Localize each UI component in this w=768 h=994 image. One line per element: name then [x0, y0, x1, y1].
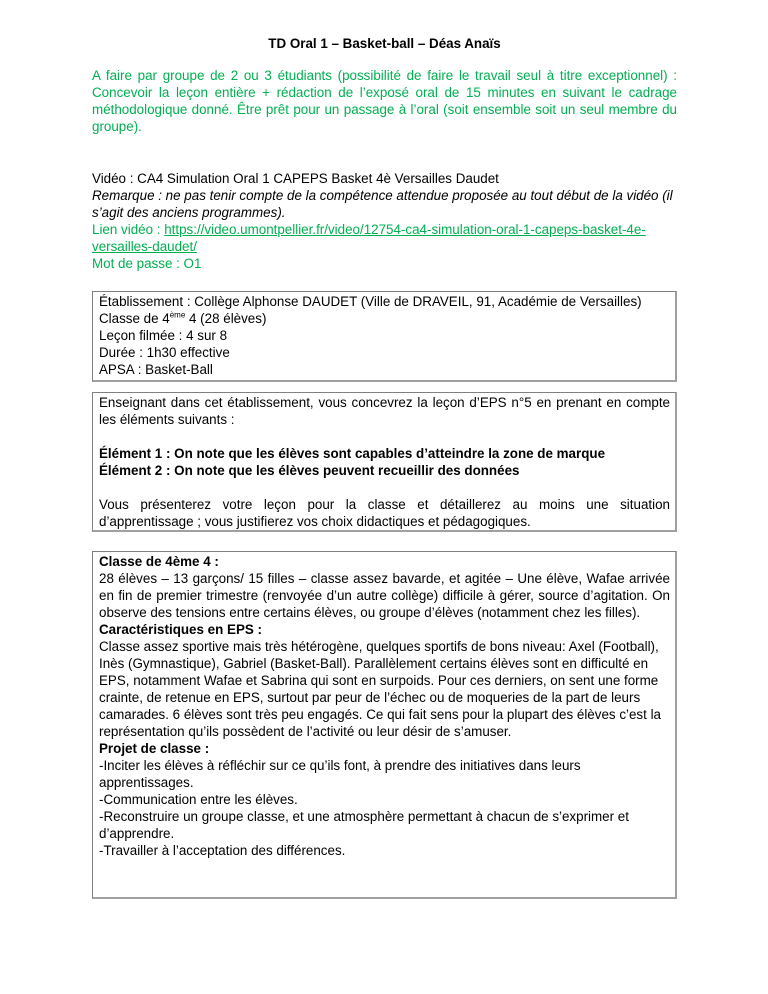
- video-remark: Remarque : ne pas tenir compte de la compétence attendue proposée au tout début de la vidéo (il s’agit des anciens programmes).: [92, 188, 673, 220]
- class-info: [99, 310, 670, 327]
- video-link-line: [92, 221, 677, 255]
- document-title: TD Oral 1 – Basket-ball – Déas Anaïs: [268, 36, 501, 51]
- video-link-label: Lien vidéo :: [92, 222, 165, 237]
- video-password: Mot de passe : O1: [92, 256, 202, 271]
- eps-description: Classe assez sportive mais très hétérogène, quelques sportifs de bons niveau: Axel (Football), Inès (Gymnastique), Gabriel (Basket-Ball). Parallèlement certains élèves sont en difficulté en EPS, notamment Wafae et Sabrina qui sont en surpoids. Pour ces derniers, on sent une forme crainte, de retenue en EPS, surtout par peur de l’échec ou de moqueries de la part de leurs camarades. 6 élèves sont très peu engagés. Ce qui fait sens pour la plupart des élèves c’est la représentation qu’ils possèdent de l’activité ou leur désir de s’amuser.: [99, 639, 661, 739]
- element-2: Élément 2 : On note que les élèves peuvent recueillir des données: [99, 463, 520, 478]
- video-title: Vidéo : CA4 Simulation Oral 1 CAPEPS Basket 4è Versailles Daudet: [92, 171, 499, 186]
- task-instruction: Vous présenterez votre leçon pour la classe et détaillerez au moins une situation d’apprentissage ; vous justifierez vos choix didactiques et pédagogiques.: [99, 497, 670, 529]
- class-info-suffix: 4 (28 élèves): [185, 311, 267, 326]
- lesson-info: Leçon filmée : 4 sur 8: [99, 328, 228, 343]
- class-info-prefix: Classe de 4: [99, 311, 170, 326]
- video-link[interactable]: https://video.umontpellier.fr/video/12754-ca4-simulation-oral-1-capeps-basket-4e-versailles-daudet/: [92, 222, 646, 254]
- task-intro: Enseignant dans cet établissement, vous concevrez la leçon d’EPS n°5 en prenant en compte les éléments suivants :: [99, 395, 670, 427]
- establishment: Établissement : Collège Alphonse DAUDET (Ville de DRAVEIL, 91, Académie de Versailles): [99, 294, 642, 309]
- project-heading: Projet de classe :: [99, 741, 210, 756]
- context-box: [92, 291, 677, 382]
- class-info-sup: ème: [169, 310, 186, 320]
- group-instructions: [92, 67, 677, 135]
- element-1: Élément 1 : On note que les élèves sont capables d’atteindre la zone de marque: [99, 446, 606, 461]
- task-box: [92, 392, 677, 532]
- eps-heading: Caractéristiques en EPS :: [99, 622, 262, 637]
- class-profile-box: [92, 551, 677, 899]
- video-section: [92, 170, 677, 272]
- class-heading: Classe de 4ème 4 :: [99, 554, 219, 569]
- project-item: -Inciter les élèves à réfléchir sur ce qu’ils font, à prendre des initiatives dans leurs apprentissages.: [99, 758, 581, 790]
- project-item: -Reconstruire un groupe classe, et une atmosphère permettant à chacun de s’exprimer et d’apprendre.: [99, 809, 629, 841]
- project-item: -Communication entre les élèves.: [99, 792, 298, 807]
- apsa-info: APSA : Basket-Ball: [99, 362, 213, 377]
- group-instructions-text: A faire par groupe de 2 ou 3 étudiants (possibilité de faire le travail seul à titre exceptionnel) : Concevoir la leçon entière + rédaction de l’exposé oral de 15 minutes en suivant le cadrage méthodologique donné. Être prêt pour un passage à l’oral (soit ensemble soit un seul membre du groupe).: [92, 68, 677, 134]
- project-item: -Travailler à l’acceptation des différences.: [99, 843, 346, 858]
- class-description: 28 élèves – 13 garçons/ 15 filles – classe assez bavarde, et agitée – Une élève, Wafae arrivée en fin de premier trimestre (renvoyée d’un autre collège) difficile à gérer, source d’agitation. On observe des tensions entre certains élèves, ou groupe d’élèves (notamment chez les filles).: [99, 571, 670, 620]
- duration-info: Durée : 1h30 effective: [99, 345, 230, 360]
